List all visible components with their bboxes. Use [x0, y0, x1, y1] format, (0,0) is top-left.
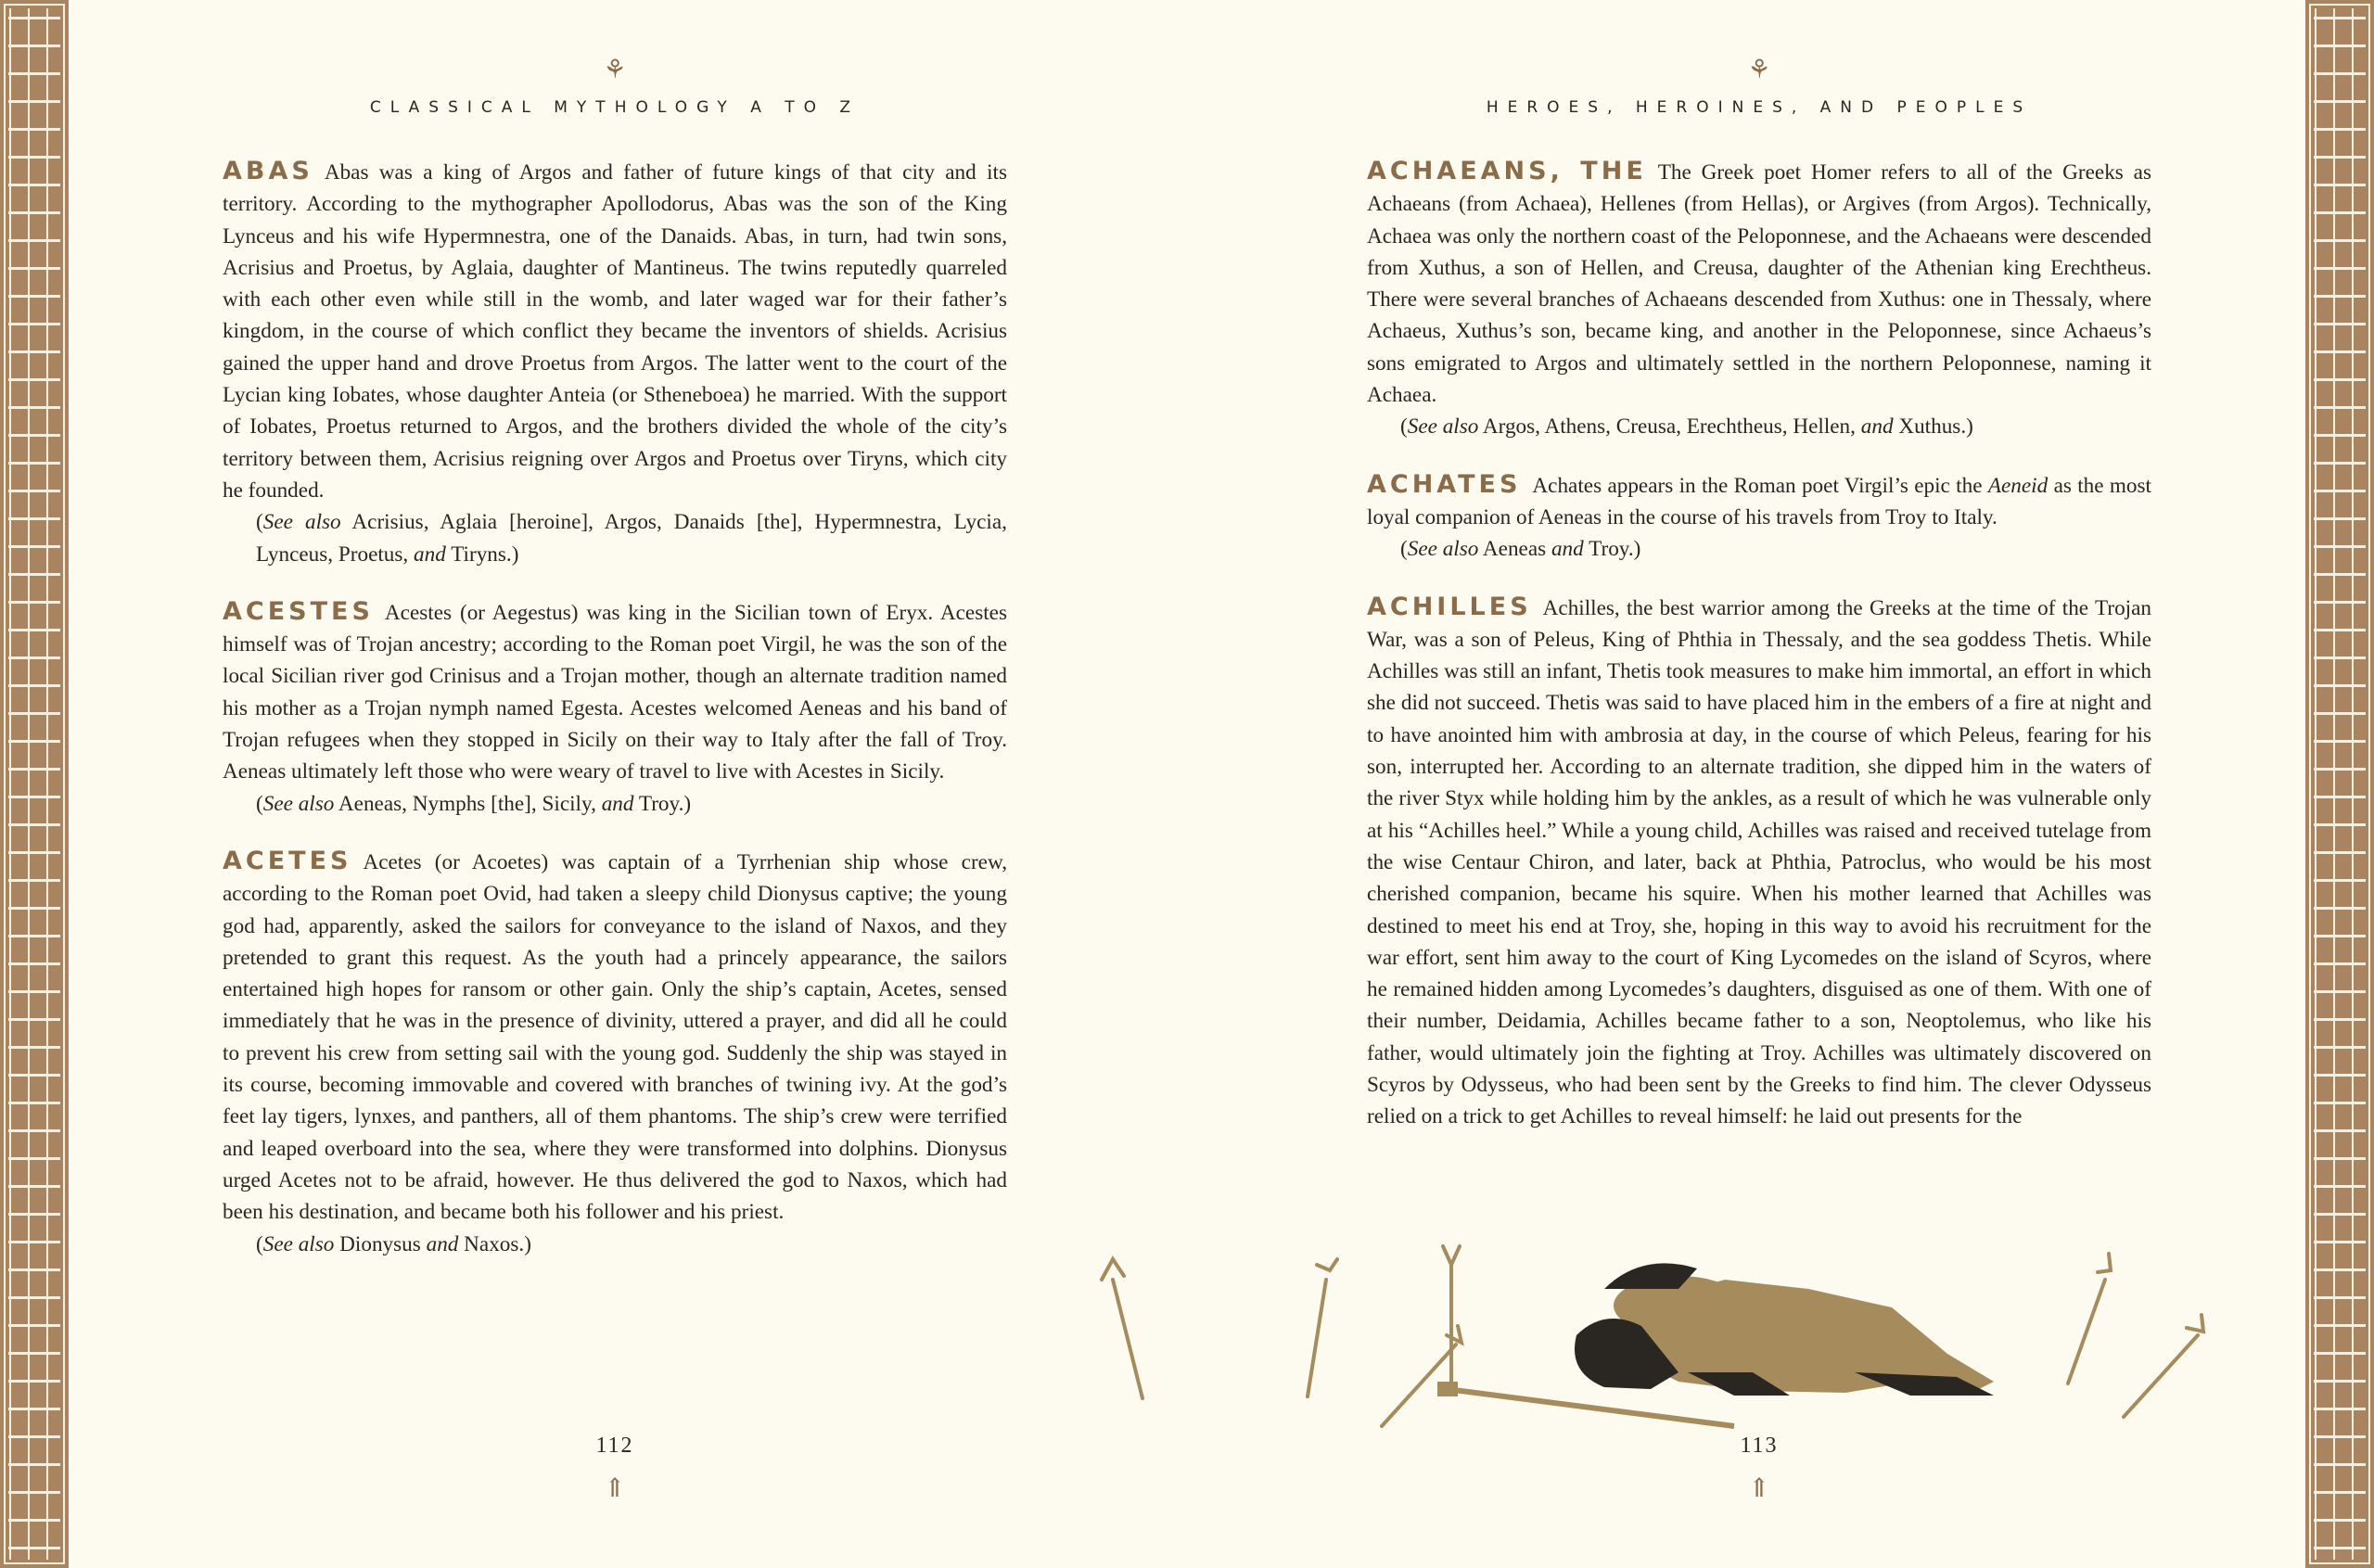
- see-also-and: and: [426, 1231, 459, 1256]
- entry-body: Abas was a king of Argos and father of future kings of that city and its territory. According to the mythographer Apollodorus, Abas was the son of the King Lynceus and his wife Hypermnestra, one of the Danaids. Abas, in turn, had twin sons, Acrisius and Proetus, by Aglaia, daughter of Mantineus. The twins reputedly quarreled with each other even while still in the womb, and later waged war for their father’s kingdom, in the course of which conflict they became the inventors of shields. Acrisius gained the upper hand and drove Proetus from Argos. The latter went to the court of the Lycian king Iobates, whose daughter Anteia (or Stheneboea) he married. With the support of Iobates, Proetus returned to Argos, and the brothers divided the whole of the city’s territory between them, Acrisius reigning over Argos and Proetus over Tiryns, which city he founded.: [223, 160, 1007, 503]
- arrow-icon: [2068, 1254, 2111, 1383]
- see-also-label: See also: [262, 791, 335, 816]
- see-also-label: See also: [1407, 537, 1479, 562]
- see-also-label: See also: [1407, 414, 1479, 440]
- see-also-last: Naxos.): [464, 1231, 531, 1256]
- entry-list: [1367, 156, 2151, 1159]
- see-also-and: and: [1551, 537, 1584, 562]
- see-also-list: Dionysus: [339, 1231, 421, 1256]
- headword: ACESTES: [223, 596, 374, 626]
- leaf-ornament-icon: ⚘: [603, 56, 627, 84]
- entry-text: [1367, 592, 2151, 1133]
- greek-key-border-right: [2305, 0, 2374, 1568]
- see-also-last: Troy.): [638, 791, 692, 816]
- entry-body: Acestes (or Aegestus) was king in the Sicilian town of Eryx. Acestes himself was of Trojan ancestry; according to the Roman poet Virgil, he was the son of the local Sicilian river god Crinisus and a Trojan mother, though an alternate tradition named his mother as a Trojan nymph named Egesta. Acestes welcomed Aeneas and his band of Trojan refugees when they stopped in Sicily on their way to Italy after the fall of Troy. Aeneas ultimately left those who were weary of travel to live with Acestes in Sicily.: [223, 600, 1007, 784]
- see-also-list: Acrisius, Aglaia [heroine], Argos, Danaids [the], Hypermnestra, Lycia, Lynceus, Proetus,: [256, 510, 1007, 567]
- paren: (: [256, 1231, 263, 1256]
- entry-text: [1367, 156, 2151, 411]
- arrow-icon: [2124, 1315, 2203, 1417]
- page-number: 112: [595, 1434, 634, 1458]
- page-number: 113: [1740, 1434, 1779, 1458]
- see-also-list: Argos, Athens, Creusa, Erechtheus, Hellen,: [1482, 414, 1856, 440]
- paren: (: [256, 510, 263, 535]
- headword: ACHILLES: [1367, 592, 1532, 621]
- entry-body: Achilles, the best warrior among the Greeks at the time of the Trojan War, was a son of Peleus, King of Phthia in Thessaly, and the sea goddess Thetis. While Achilles was still an infant, Thetis took measures to make him immortal, an effort in which she did not succeed. Thetis was said to have placed him in the embers of a fire at night and to have anointed him with ambrosia at day, in the course of which Peleus, fearing for his son, interrupted her. According to an alternate tradition, she dipped him in the waters of the river Styx while holding him by the ankles, as a result of which he was vulnerable only at his “Achilles heel.” While a young child, Achilles was raised and received tutelage from the wise Centaur Chiron, and later, back at Phthia, Patroclus, who would be his most cherished companion, became his squire. When his mother learned that Achilles was destined to meet his end at Troy, she, hoping in this way to avoid his recruitment for the war effort, sent him away to the court of King Lycomedes on the island of Scyros, where he remained hidden among Lycomedes’s daughters, disguised as one of them. With one of their number, Deidamia, Achilles became father to a son, Neoptolemus, who like his father, would ultimately join the fighting at Troy. Achilles was ultimately discovered on Scyros by Odysseus, who had been sent by the Greeks to find him. The clever Odysseus relied on a trick to get Achilles to reveal himself: he laid out presents for the: [1367, 595, 2151, 1129]
- entry-body-italic: Aeneid: [1987, 473, 2049, 498]
- see-also-and: and: [414, 542, 446, 567]
- see-also: [223, 788, 1007, 820]
- see-also-last: Troy.): [1589, 537, 1641, 562]
- paren: (: [1400, 414, 1408, 440]
- entry-list: [223, 156, 1007, 1286]
- entry-achates: [1367, 469, 2151, 566]
- see-also-last: Xuthus.): [1898, 414, 1973, 440]
- see-also-and: and: [1860, 414, 1894, 440]
- warrior-figure: [1437, 1263, 1994, 1426]
- entry-body-after: as the most loyal companion of Aeneas in the course of his travels from Troy to Italy.: [1367, 473, 2151, 529]
- arrow-icon: [1308, 1259, 1337, 1396]
- headword: ACHATES: [1367, 469, 1522, 499]
- entry-body-before: Achates appears in the Roman poet Virgil’s epic the: [1532, 473, 1983, 498]
- running-head: CLASSICAL MYTHOLOGY A TO Z: [369, 98, 861, 117]
- arrow-icon: [1102, 1259, 1142, 1398]
- see-also: [223, 506, 1007, 570]
- entry-achaeans: [1367, 156, 2151, 443]
- arrow-ornament-icon: ⇑: [604, 1474, 626, 1503]
- see-also-and: and: [601, 791, 634, 816]
- fallen-warrior-illustration: [1085, 1233, 2226, 1447]
- entry-text: [223, 846, 1007, 1229]
- headword: ABAS: [223, 157, 313, 185]
- running-head: HEROES, HEROINES, AND PEOPLES: [1486, 98, 2033, 117]
- see-also: [1367, 533, 2151, 565]
- entry-text: [223, 156, 1007, 506]
- paren: (: [1400, 537, 1408, 562]
- entry-body: The Greek poet Homer refers to all of the Greeks as Achaeans (from Achaea), Hellenes (from Hellas), or Argives (from Argos). Technically, Achaea was only the northern coast of the Peloponnese, and the Achaeans were descended from Xuthus, a son of Hellen, and Creusa, daughter of the Athenian king Erechtheus. There were several branches of Achaeans descended from Xuthus: one in Thessaly, where Achaeus, Xuthus’s son, became king, and another in the Peloponnese, since Achaeus’s sons emigrated to Argos and ultimately settled in the northern Peloponnese, naming it Achaea.: [1367, 160, 2151, 408]
- arrow-icon: [1443, 1246, 1460, 1383]
- left-page: [223, 0, 1007, 1568]
- paren: (: [256, 791, 263, 816]
- headword: ACHAEANS, THE: [1367, 157, 1647, 185]
- see-also-list: Aeneas: [1482, 537, 1547, 562]
- see-also-last: Tiryns.): [451, 542, 519, 567]
- entry-abas: [223, 156, 1007, 570]
- entry-acestes: [223, 596, 1007, 820]
- entry-text: [1367, 469, 2151, 534]
- entry-acetes: [223, 846, 1007, 1260]
- see-also-label: See also: [262, 1231, 335, 1256]
- arrow-ornament-icon: ⇑: [1748, 1474, 1770, 1503]
- entry-achilles: [1367, 592, 2151, 1133]
- see-also: [1367, 411, 2151, 442]
- entry-body: Acetes (or Acoetes) was captain of a Tyrrhenian ship whose crew, according to the Roman poet Ovid, had taken a sleepy child Dionysus captive; the young god had, apparently, asked the sailors for conveyance to the island of Naxos, and they pretended to grant this request. As the youth had a princely appearance, the sailors entertained high hopes for ransom or other gain. Only the ship’s captain, Acetes, sensed immediately that he was in the presence of divinity, uttered a prayer, and did all he could to prevent his crew from setting sail with the young god. Suddenly the ship was stayed in its course, becoming immovable and covered with branches of twining ivy. At the god’s feet lay tigers, lynxes, and panthers, all of them phantoms. The ship’s crew were terrified and leaped overboard into the sea, where they were transformed into dolphins. Dionysus urged Acetes not to be afraid, however. He thus delivered the god to Naxos, which had been his destination, and became both his follower and his priest.: [223, 849, 1007, 1225]
- greek-key-border-left: [0, 0, 69, 1568]
- headword: ACETES: [223, 846, 352, 875]
- entry-text: [223, 596, 1007, 788]
- see-also-list: Aeneas, Nymphs [the], Sicily,: [338, 791, 596, 816]
- see-also: [223, 1229, 1007, 1260]
- see-also-label: See also: [262, 510, 341, 535]
- leaf-ornament-icon: ⚘: [1747, 56, 1771, 84]
